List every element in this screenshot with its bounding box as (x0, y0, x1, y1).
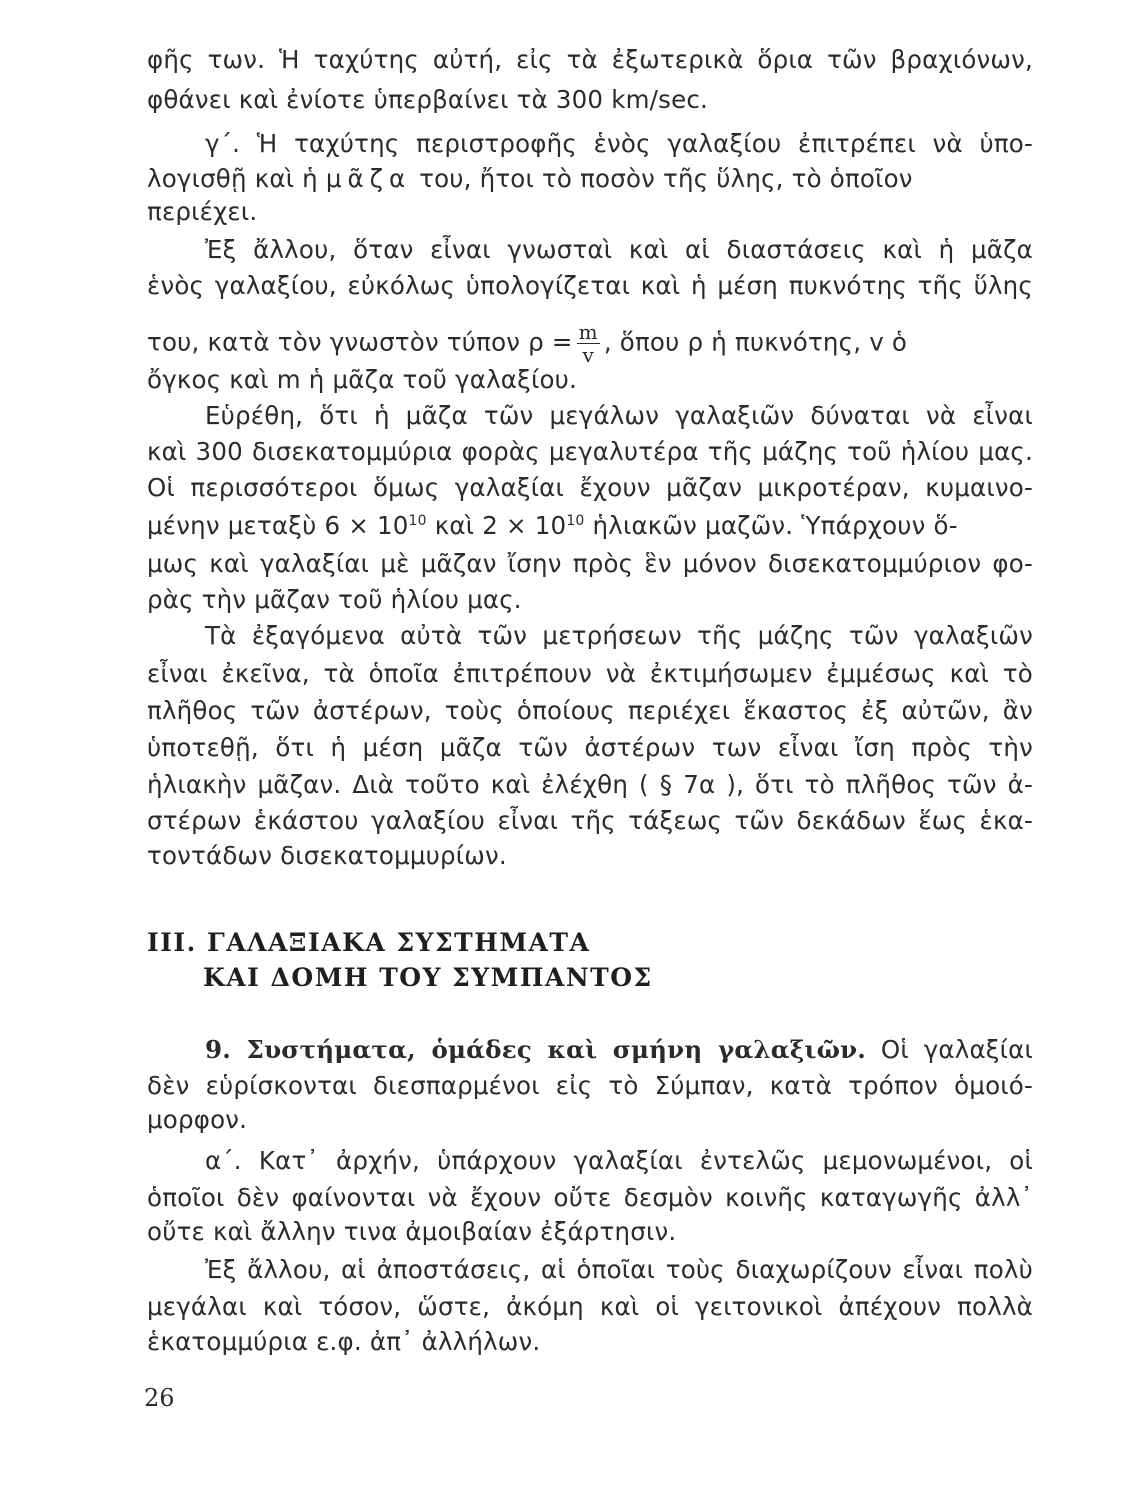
text-fragment: Οἱ γαλαξίαι (880, 1035, 1033, 1064)
text-line: Ἐξ ἄλλου, ὅταν εἶναι γνωσταὶ καὶ αἱ διαστάσεις καὶ ἡ μᾶζα (205, 235, 1033, 264)
density-fraction (577, 322, 600, 365)
text-fragment: μένην μεταξὺ 6 × 10 (147, 511, 409, 540)
text-line: γ΄. Ἡ ταχύτης περιστροφῆς ἑνὸς γαλαξίου ἐπιτρέπει νὰ ὑπο- (205, 129, 1033, 158)
subsection-title: 9. Συστήματα, ὁμάδες καὶ σμήνη γαλαξιῶν. (205, 1035, 867, 1064)
text-line: ὁποῖοι δὲν φαίνονται νὰ ἔχουν οὔτε δεσμὸν κοινῆς καταγωγῆς ἀλλ᾽ (147, 1183, 1033, 1212)
text-fragment: του, ἤτοι τὸ ποσὸν τῆς ὕλης, τὸ ὁποῖον (419, 164, 913, 193)
section-heading-continued: ΚΑΙ ΔΟΜΗ ΤΟΥ ΣΥΜΠΑΝΤΟΣ (203, 963, 653, 992)
text-line: Εὑρέθη, ὅτι ἡ μᾶζα τῶν μεγάλων γαλαξιῶν δύναται νὰ εἶναι (205, 401, 1033, 430)
text-fragment: λογισθῇ καὶ ἡ (147, 164, 318, 193)
text-line: ἑκατομμύρια ε.φ. ἀπ᾽ ἀλλήλων. (147, 1327, 541, 1356)
text-line: ἑνὸς γαλαξίου, εὐκόλως ὑπολογίζεται καὶ ἡ μέση πυκνότης τῆς ὕλης (147, 271, 1033, 300)
text-line: α΄. Κατ᾽ ἀρχήν, ὑπάρχουν γαλαξίαι ἐντελῶς μεμονωμένοι, οἱ (205, 1146, 1033, 1175)
text-line: στέρων ἑκάστου γαλαξίου εἶναι τῆς τάξεως τῶν δεκάδων ἕως ἑκα- (147, 806, 1033, 835)
text-line: Ἐξ ἄλλου, αἱ ἀποστάσεις, αἱ ὁποῖαι τοὺς διαχωρίζουν εἶναι πολὺ (205, 1255, 1033, 1284)
text-fragment: του, κατὰ τὸν γνωστὸν τύπον ρ = (147, 327, 573, 357)
text-line: μεγάλαι καὶ τόσον, ὥστε, ἀκόμη καὶ οἱ γειτονικοὶ ἀπέχουν πολλὰ (147, 1292, 1033, 1321)
text-line: εἶναι ἐκεῖνα, τὰ ὁποῖα ἐπιτρέπουν νὰ ἐκτιμήσωμεν ἐμμέσως καὶ τὸ (147, 659, 1033, 688)
text-line: φῆς των. Ἡ ταχύτης αὐτή, εἰς τὰ ἐξωτερικὰ ὅρια τῶν βραχιόνων, (147, 45, 1033, 74)
text-fragment: , ὅπου ρ ἡ πυκνότης, v ὁ (603, 327, 908, 357)
page-number: 26 (144, 1384, 175, 1412)
text-line: ὄγκος καὶ m ἡ μᾶζα τοῦ γαλαξίου. (147, 365, 578, 394)
text-line: ρὰς τὴν μᾶζαν τοῦ ἡλίου μας. (147, 585, 522, 614)
formula-line (147, 322, 1033, 365)
text-line: μορφον. (147, 1105, 248, 1134)
fraction-denominator: v (582, 343, 594, 367)
text-line: μως καὶ γαλαξίαι μὲ μᾶζαν ἴσην πρὸς ἓν μόνον δισεκατομμύριον φο- (147, 549, 1033, 578)
fraction-numerator: m (578, 320, 598, 344)
text-line: φθάνει καὶ ἐνίοτε ὑπερβαίνει τὰ 300 km/sec. (147, 85, 709, 114)
text-line: ἡλιακὴν μᾶζαν. Διὰ τοῦτο καὶ ἐλέχθη ( § 7α ), ὅτι τὸ πλῆθος τῶν ἀ- (147, 770, 1033, 799)
text-line: ὑποτεθῇ, ὅτι ἡ μέση μᾶζα τῶν ἀστέρων των εἶναι ἴση πρὸς τὴν (147, 733, 1033, 762)
exponent: 10 (408, 512, 427, 529)
text-line: οὔτε καὶ ἄλλην τινα ἀμοιβαίαν ἐξάρτησιν. (147, 1217, 677, 1246)
text-line (205, 1032, 1033, 1068)
text-line: Οἱ περισσότεροι ὅμως γαλαξίαι ἔχουν μᾶζαν μικροτέραν, κυμαινο- (147, 473, 1033, 502)
text-line (147, 161, 1033, 197)
text-line: Τὰ ἐξαγόμενα αὐτὰ τῶν μετρήσεων τῆς μάζης τῶν γαλαξιῶν (205, 621, 1033, 650)
text-fragment: καὶ 2 × 10 (434, 511, 567, 540)
emphasis-word: μᾶζα (325, 164, 412, 193)
text-line: καὶ 300 δισεκατομμύρια φορὰς μεγαλυτέρα τῆς μάζης τοῦ ἡλίου μας. (147, 437, 1033, 466)
text-line: δὲν εὑρίσκονται διεσπαρμένοι εἰς τὸ Σύμπαν, κατὰ τρόπον ὁμοιό- (147, 1071, 1033, 1100)
exponent: 10 (566, 512, 585, 529)
section-heading: III. ΓΑΛΑΞΙΑΚΑ ΣΥΣΤΗΜΑΤΑ (147, 928, 591, 957)
text-line: περιέχει. (147, 197, 258, 226)
text-line: τοντάδων δισεκατομμυρίων. (147, 841, 507, 870)
text-fragment: ἡλιακῶν μαζῶν. Ὑπάρχουν ὅ- (592, 511, 958, 540)
text-line (147, 508, 1033, 544)
text-line: πλῆθος τῶν ἀστέρων, τοὺς ὁποίους περιέχει ἕκαστος ἐξ αὐτῶν, ἂν (147, 696, 1033, 725)
